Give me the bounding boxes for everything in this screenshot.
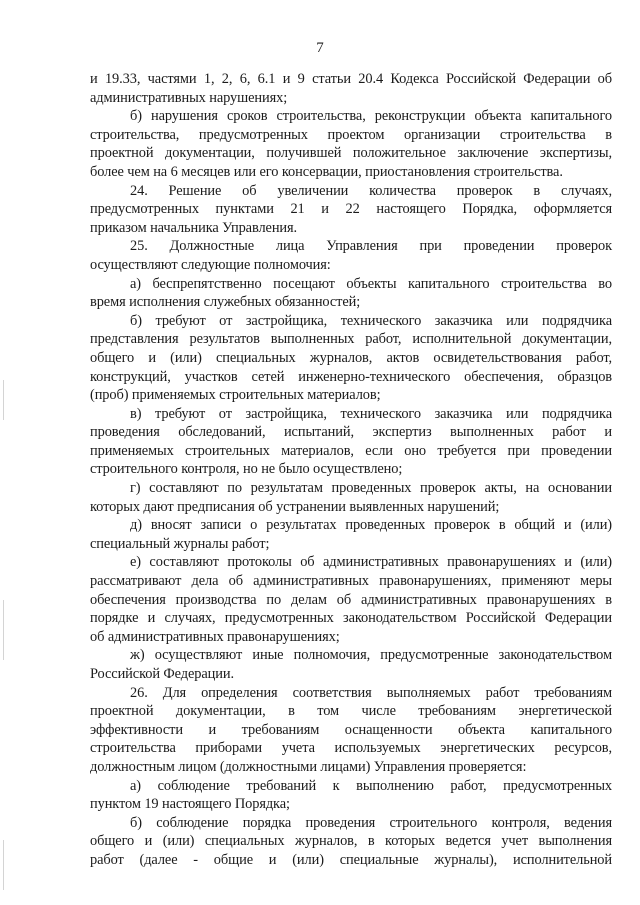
page-number: 7 <box>316 40 324 56</box>
scan-edge-mark <box>3 600 4 660</box>
text-line: проведения обследований, испытаний, экспертиз выполненных работ и <box>90 424 612 441</box>
text-line: проектной документации, в том числе требованиям энергетической <box>90 703 612 720</box>
text-line: Российской Федерации. <box>90 666 234 682</box>
text-line: 24. Решение об увеличении количества проверок в случаях, <box>130 182 612 199</box>
text-line: б) нарушения сроков строительства, реконструкции объекта капитального <box>130 108 612 125</box>
text-line: работ (далее - общие и (или) специальные журналы), исполнительной <box>90 851 612 868</box>
text-line: конструкций, участков сетей инженерно-технического обеспечения, образцов <box>90 368 612 385</box>
text-line: время исполнения служебных обязанностей; <box>90 294 361 311</box>
text-line: строительства приборами учета используемых энергетических ресурсов, <box>90 740 612 757</box>
text-line: представления результатов выполненных работ, исполнительной документации, <box>90 331 612 348</box>
text-line: (проб) применяемых строительных материалов; <box>90 387 381 404</box>
document-body <box>90 70 612 870</box>
text-line: пунктом 19 настоящего Порядка; <box>90 796 290 813</box>
text-line: строительного контроля, но не было осуществлено; <box>90 461 403 478</box>
scan-edge-mark <box>3 840 4 890</box>
text-line: а) беспрепятственно посещают объекты капитального строительства во <box>130 275 612 292</box>
text-line: строительства, предусмотренных проектом организации строительства в <box>90 126 612 143</box>
scan-edge-mark <box>3 380 4 420</box>
text-line: 25. Должностные лица Управления при проведении проверок <box>130 238 612 255</box>
text-line: д) вносят записи о результатах проведенных проверок в общий и (или) <box>130 517 612 534</box>
text-line: рассматривают дела об административных правонарушениях, применяют меры <box>90 573 612 590</box>
text-line: б) требуют от застройщика, технического заказчика или подрядчика <box>130 312 612 329</box>
text-line: должностным лицом (должностными лицами) Управления проверяется: <box>90 758 527 775</box>
text-line: эффективности и требованиям оснащенности объекта капитального <box>90 721 612 738</box>
text-line: и 19.33, частями 1, 2, 6, 6.1 и 9 статьи 20.4 Кодекса Российской Федерации об <box>90 71 612 87</box>
text-line: административных нарушениях; <box>90 89 288 106</box>
text-line: которых дают предписания об устранении выявленных нарушений; <box>90 498 500 515</box>
text-line: а) соблюдение требований к выполнению работ, предусмотренных <box>130 777 612 794</box>
text-line: приказом начальника Управления. <box>90 219 298 236</box>
text-line: об административных правонарушениях; <box>90 628 340 645</box>
text-line: б) соблюдение порядка проведения строительного контроля, ведения <box>130 814 612 831</box>
text-line: ж) осуществляют иные полномочия, предусмотренные законодательством <box>130 647 612 664</box>
text-line: общего и (или) специальных журналов, актов освидетельствования работ, <box>90 349 612 366</box>
text-line: специальный журналы работ; <box>90 535 270 552</box>
text-line: более чем на 6 месяцев или его консервации, приостановления строительства. <box>90 163 563 180</box>
text-line: общего и (или) специальных журналов, в которых ведется учет выполнения <box>90 833 612 850</box>
text-line: в) требуют от застройщика, технического заказчика или подрядчика <box>130 405 612 422</box>
text-line: осуществляют следующие полномочия: <box>90 256 331 273</box>
text-line: г) составляют по результатам проведенных проверок акты, на основании <box>130 480 612 497</box>
text-line: проектной документации, получившей положительное заключение экспертизы, <box>90 145 612 162</box>
text-line: е) составляют протоколы об административных правонарушениях и (или) <box>130 554 612 571</box>
text-line: 26. Для определения соответствия выполняемых работ требованиям <box>130 684 612 701</box>
text-line: порядке и случаях, предусмотренных законодательством Российской Федерации <box>90 610 612 627</box>
text-line: применяемых строительных материалов, если оно требуется при проведении <box>90 442 612 459</box>
text-line: предусмотренных пунктами 21 и 22 настоящего Порядка, оформляется <box>90 201 612 218</box>
text-line: обеспечения производства по делам об административных правонарушениях в <box>90 591 612 608</box>
